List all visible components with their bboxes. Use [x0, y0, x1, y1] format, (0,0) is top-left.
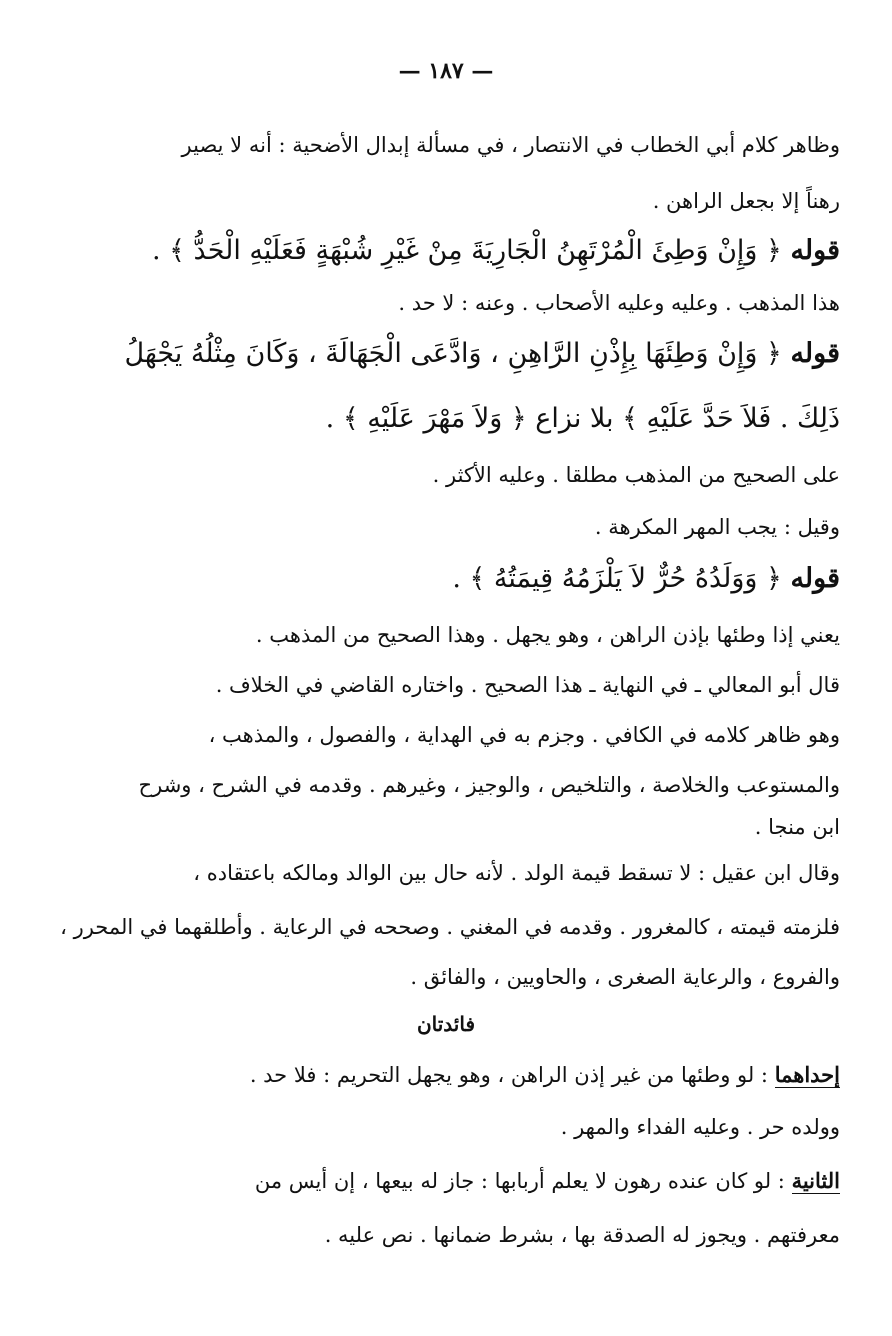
- text-line-15: وقال ابن عقيل : لا تسقط قيمة الولد . لأنه حال بين الوالد ومالكه باعتقاده ،: [193, 861, 840, 885]
- text-line-17: والفروع ، والرعاية الصغرى ، والحاويين ، والفائق .: [410, 965, 840, 989]
- paragraph-text: : لو كان عنده رهون لا يعلم أربابها : جاز له بيعها ، إن أيس من: [254, 1169, 785, 1193]
- section-heading: فائدتان: [416, 1012, 476, 1036]
- text-line-16: فلزمته قيمته ، كالمغرور . وقدمه في المغني . وصححه في الرعاية . وأطلقهما في المحرر ،: [60, 915, 840, 939]
- text-line-21: [150, 1166, 840, 1196]
- text-line-22: معرفتهم . ويجوز له الصدقة بها ، بشرط ضمانها . نص عليه .: [324, 1223, 840, 1247]
- quote-line-3: ذَلِكَ . فَلاَ حَدَّ عَلَيْهِ ﴾ بلا نزاع ﴿ وَلاَ مَهْرَ عَلَيْهِ ﴾ .: [325, 403, 840, 434]
- paragraph-lead: إحداهما: [774, 1062, 840, 1087]
- quote-lead: قوله: [790, 563, 840, 594]
- text-line-2: رهناً إلا بجعل الراهن .: [652, 189, 840, 213]
- text-line-8: وقيل : يجب المهر المكرهة .: [594, 515, 840, 539]
- text-line-4: هذا المذهب . وعليه وعليه الأصحاب . وعنه : لا حد .: [398, 291, 840, 315]
- text-line-1: وظاهر كلام أبي الخطاب في الانتصار ، في مسألة إبدال الأضحية : أنه لا يصير: [181, 133, 840, 157]
- text-line-13: والمستوعب والخلاصة ، والتلخيص ، والوجيز ، وغيرهم . وقدمه في الشرح ، وشرح: [138, 773, 840, 797]
- paragraph-text: : لو وطئها من غير إذن الراهن ، وهو يجهل التحريم : فلا حد .: [249, 1063, 769, 1087]
- text-line-14: ابن منجا .: [754, 815, 840, 839]
- text-line-12: وهو ظاهر كلامه في الكافي . وجزم به في الهداية ، والفصول ، والمذهب ،: [208, 723, 840, 747]
- text-line-20: وولده حر . وعليه الفداء والمهر .: [560, 1115, 840, 1139]
- text-line-11: قال أبو المعالي ـ في النهاية ـ هذا الصحيح . واختاره القاضي في الخلاف .: [215, 673, 840, 697]
- quote-line-2: [124, 335, 840, 373]
- text-line-7: على الصحيح من المذهب مطلقا . وعليه الأكثر .: [432, 463, 840, 487]
- paragraph-lead: الثانية: [791, 1168, 840, 1193]
- page-number: — ١٨٧ —: [398, 58, 494, 84]
- quote-text: ﴿ وَوَلَدُهُ حُرٌّ لاَ يَلْزَمُهُ قِيمَتُهُ ﴾ .: [452, 563, 782, 594]
- quote-line-4: [150, 560, 840, 598]
- quote-text: ﴿ وَإِنْ وَطِئَ الْمُرْتَهِنُ الْجَارِيَةَ مِنْ غَيْرِ شُبْهَةٍ فَعَلَيْهِ الْحَدُّ ﴾ .: [151, 235, 782, 266]
- quote-lead: قوله: [790, 338, 840, 369]
- text-line-19: [150, 1060, 840, 1090]
- quote-lead: قوله: [790, 235, 840, 266]
- text-line-10: يعني إذا وطئها بإذن الراهن ، وهو يجهل . وهذا الصحيح من المذهب .: [255, 623, 840, 647]
- quote-text: ﴿ وَإِنْ وَطِئَهَا بِإِذْنِ الرَّاهِنِ ، وَادَّعَى الْجَهَالَةَ ، وَكَانَ مِثْلُهُ يَجْهَلُ: [124, 338, 782, 369]
- quote-line-1: [150, 232, 840, 270]
